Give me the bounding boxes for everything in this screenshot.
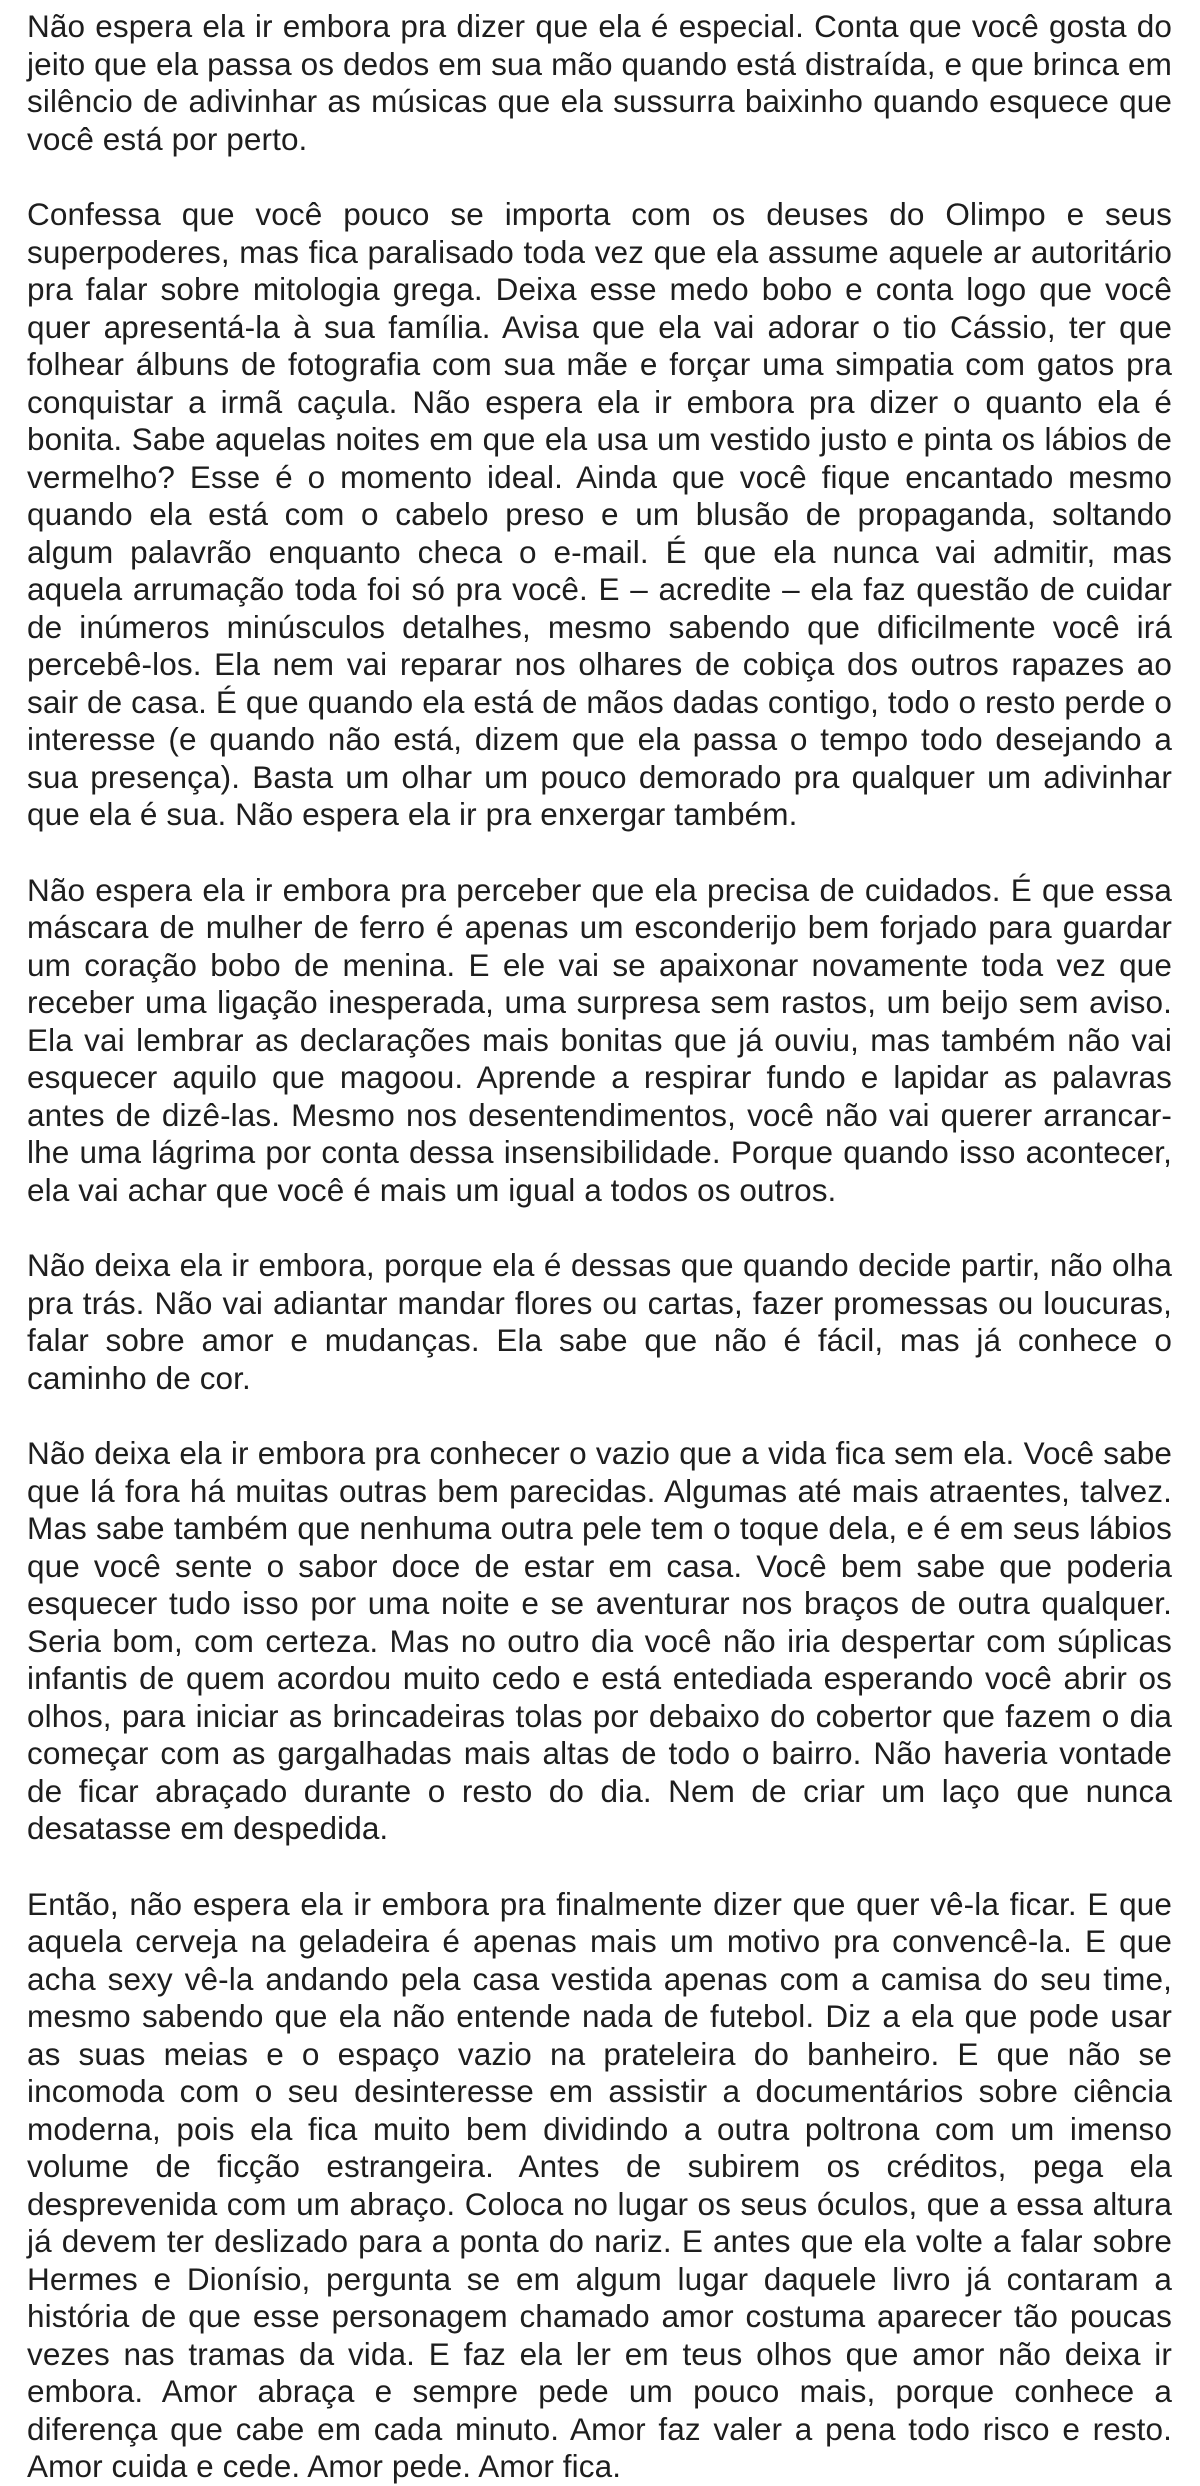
- paragraph-1: Não espera ela ir embora pra dizer que ela é especial. Conta que você gosta do jeito que ela passa os dedos em sua mão quando está distraída, e que brinca em silêncio de adivinhar as músicas que ela sussurra baixinho quando esquece que você está por perto.: [27, 8, 1172, 157]
- paragraph-4: Não deixa ela ir embora, porque ela é dessas que quando decide partir, não olha pra trás. Não vai adiantar mandar flores ou cartas, fazer promessas ou loucuras, falar sobre amor e mudanças. Ela sabe que não é fácil, mas já conhece o caminho de cor.: [27, 1247, 1172, 1396]
- paragraph-3: Não espera ela ir embora pra perceber que ela precisa de cuidados. É que essa máscara de mulher de ferro é apenas um esconderijo bem forjado para guardar um coração bobo de menina. E ele vai se apaixonar novamente toda vez que receber uma ligação inesperada, uma surpresa sem rastos, um beijo sem aviso. Ela vai lembrar as declarações mais bonitas que já ouviu, mas também não vai esquecer aquilo que magoou. Aprende a respirar fundo e lapidar as palavras antes de dizê-las. Mesmo nos desentendimentos, você não vai querer arrancar-lhe uma lágrima por conta dessa insensibilidade. Porque quando isso acontecer, ela vai achar que você é mais um igual a todos os outros.: [27, 871, 1172, 1208]
- paragraph-2: Confessa que você pouco se importa com os deuses do Olimpo e seus superpoderes, mas fica paralisado toda vez que ela assume aquele ar autoritário pra falar sobre mitologia grega. Deixa esse medo bobo e conta logo que você quer apresentá-la à sua família. Avisa que ela vai adorar o tio Cássio, ter que folhear álbuns de fotografia com sua mãe e forçar uma simpatia com gatos pra conquistar a irmã caçula. Não espera ela ir embora pra dizer o quanto ela é bonita. Sabe aquelas noites em que ela usa um vestido justo e pinta os lábios de vermelho? Esse é o momento ideal. Ainda que você fique encantado mesmo quando ela está com o cabelo preso e um blusão de propaganda, soltando algum palavrão enquanto checa o e-mail. É que ela nunca vai admitir, mas aquela arrumação toda foi só pra você. E – acredite – ela faz questão de cuidar de inúmeros minúsculos detalhes, mesmo sabendo que dificilmente você irá percebê-los. Ela nem vai reparar nos olhares de cobiça dos outros rapazes ao sair de casa. É que quando ela está de mãos dadas contigo, todo o resto perde o interesse (e quando não está, dizem que ela passa o tempo todo desejando a sua presença). Basta um olhar um pouco demorado pra qualquer um adivinhar que ela é sua. Não espera ela ir pra enxergar também.: [27, 196, 1172, 832]
- paragraph-5: Não deixa ela ir embora pra conhecer o vazio que a vida fica sem ela. Você sabe que lá fora há muitas outras bem parecidas. Algumas até mais atraentes, talvez. Mas sabe também que nenhuma outra pele tem o toque dela, e é em seus lábios que você sente o sabor doce de estar em casa. Você bem sabe que poderia esquecer tudo isso por uma noite e se aventurar nos braços de outra qualquer. Seria bom, com certeza. Mas no outro dia você não iria despertar com súplicas infantis de quem acordou muito cedo e está entediada esperando você abrir os olhos, para iniciar as brincadeiras tolas por debaixo do cobertor que fazem o dia começar com as gargalhadas mais altas de todo o bairro. Não haveria vontade de ficar abraçado durante o resto do dia. Nem de criar um laço que nunca desatasse em despedida.: [27, 1435, 1172, 1846]
- paragraph-6: Então, não espera ela ir embora pra finalmente dizer que quer vê-la ficar. E que aquela cerveja na geladeira é apenas mais um motivo pra convencê-la. E que acha sexy vê-la andando pela casa vestida apenas com a camisa do seu time, mesmo sabendo que ela não entende nada de futebol. Diz a ela que pode usar as suas meias e o espaço vazio na prateleira do banheiro. E que não se incomoda com o seu desinteresse em assistir a documentários sobre ciência moderna, pois ela fica muito bem dividindo a outra poltrona com um imenso volume de ficção estrangeira. Antes de subirem os créditos, pega ela desprevenida com um abraço. Coloca no lugar os seus óculos, que a essa altura já devem ter deslizado para a ponta do nariz. E antes que ela volte a falar sobre Hermes e Dionísio, pergunta se em algum lugar daquele livro já contaram a história de que esse personagem chamado amor costuma aparecer tão poucas vezes nas tramas da vida. E faz ela ler em teus olhos que amor não deixa ir embora. Amor abraça e sempre pede um pouco mais, porque conhece a diferença que cabe em cada minuto. Amor faz valer a pena todo risco e resto. Amor cuida e cede. Amor pede. Amor fica.: [27, 1885, 1172, 2484]
- document-body: [27, 8, 1172, 2486]
